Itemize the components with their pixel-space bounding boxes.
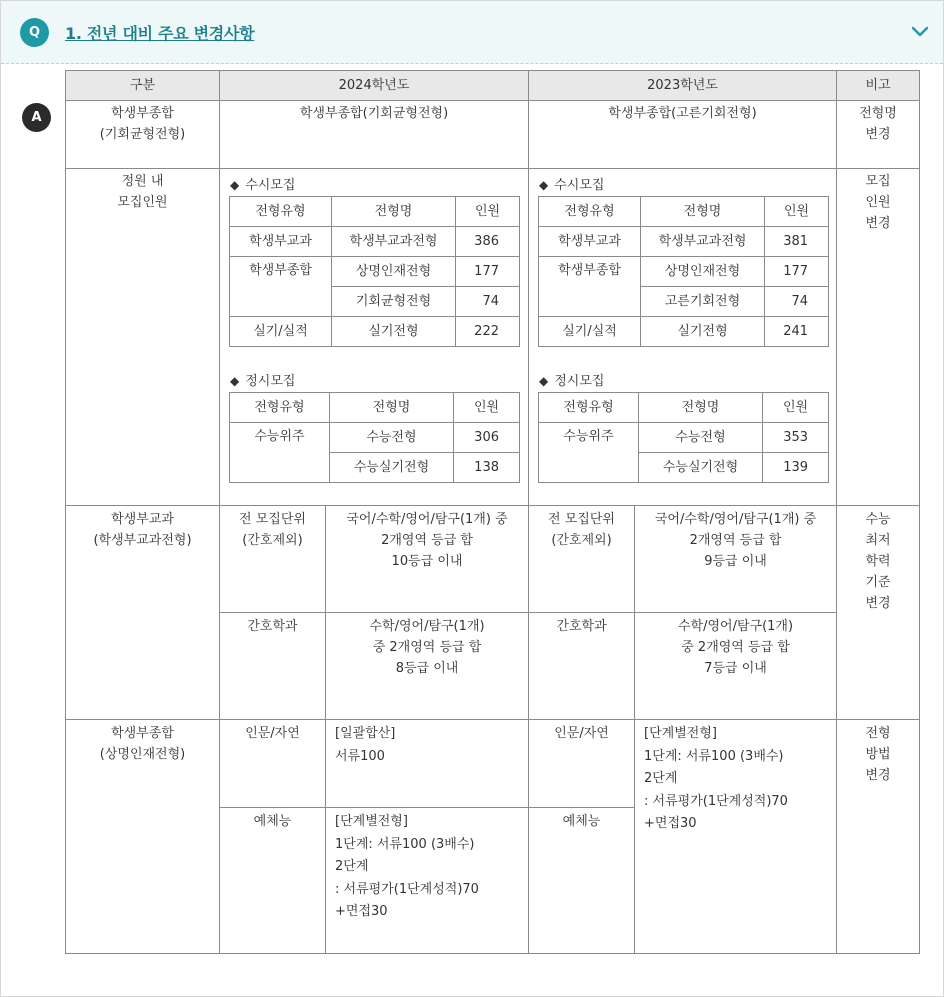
sub-header-row	[230, 197, 520, 227]
unit-line: 전 모집단위	[548, 512, 615, 527]
answer-badge: A	[22, 103, 51, 132]
type-cell: 실기/실적	[230, 317, 332, 347]
table-row	[230, 423, 520, 453]
category-line: 모집인원	[117, 195, 168, 210]
note-line: 변경	[865, 768, 891, 783]
regular-section-title	[220, 368, 528, 392]
note-line: 변경	[865, 596, 891, 611]
sub-header: 인원	[763, 393, 829, 423]
note-line: 학력	[865, 554, 891, 569]
name-cell: 수능실기전형	[639, 453, 763, 483]
unit-cell: 예체능	[220, 808, 326, 954]
unit-cell	[529, 506, 635, 613]
sub-header: 전형명	[332, 197, 456, 227]
regular-label: 정시모집	[245, 374, 296, 389]
method-line: +면접30	[335, 904, 388, 919]
criteria-line: 9등급 이내	[704, 554, 767, 569]
sub-header: 전형유형	[539, 197, 641, 227]
category-line: 학생부교과	[111, 512, 174, 527]
method-line: 1단계: 서류100 (3배수)	[644, 748, 784, 764]
count-cell: 138	[454, 453, 520, 483]
name-cell: 수능전형	[639, 423, 763, 453]
criteria-line: 수학/영어/탐구(1개)	[369, 619, 485, 634]
count-cell: 386	[456, 227, 520, 257]
criteria-line: 2개영역 등급 합	[381, 533, 473, 548]
method-line: 2단계	[335, 859, 369, 874]
table-row	[539, 227, 829, 257]
name-cell: 고른기회전형	[641, 287, 765, 317]
name-cell: 상명인재전형	[641, 257, 765, 287]
type-cell: 수능위주	[539, 423, 639, 483]
criteria-cell	[635, 613, 837, 720]
criteria-line: 7등급 이내	[704, 661, 767, 676]
criteria-line: 국어/수학/영어/탐구(1개) 중	[654, 512, 817, 527]
count-cell: 177	[765, 257, 829, 287]
unit-line: 전 모집단위	[239, 512, 306, 527]
sub-header: 전형유형	[230, 197, 332, 227]
method-line: [단계별전형]	[335, 814, 408, 829]
sub-header: 전형유형	[230, 393, 330, 423]
method-line: [단계별전형]	[644, 726, 717, 741]
cell-2023-quota	[529, 169, 837, 506]
cell-category	[66, 101, 220, 169]
method-line: 2단계	[644, 771, 678, 786]
method-line: [일괄합산]	[335, 726, 396, 741]
question-title[interactable]: 1. 전년 대비 주요 변경사항	[65, 24, 255, 43]
header-row	[66, 71, 920, 101]
note-line: 모집	[865, 174, 891, 189]
note-line: 전형명	[859, 106, 897, 121]
table-row	[539, 317, 829, 347]
category-line: 학생부종합	[111, 726, 174, 741]
table-row	[539, 423, 829, 453]
type-cell: 실기/실적	[539, 317, 641, 347]
count-cell: 381	[765, 227, 829, 257]
unit-cell: 예체능	[529, 808, 635, 954]
unit-cell: 간호학과	[529, 613, 635, 720]
criteria-line: 10등급 이내	[391, 554, 463, 569]
note-line: 최저	[865, 533, 891, 548]
count-cell: 74	[456, 287, 520, 317]
chevron-down-icon[interactable]	[909, 22, 931, 42]
note-line: 수능	[865, 512, 891, 527]
unit-cell: 간호학과	[220, 613, 326, 720]
count-cell: 177	[456, 257, 520, 287]
count-cell: 306	[454, 423, 520, 453]
sub-header-row	[230, 393, 520, 423]
unit-cell	[220, 506, 326, 613]
early-section-title	[529, 172, 836, 196]
cell-note	[837, 169, 920, 506]
header-2023: 2023학년도	[529, 71, 837, 101]
note-line: 인원	[865, 195, 891, 210]
count-cell: 353	[763, 423, 829, 453]
name-cell: 수능전형	[330, 423, 454, 453]
criteria-line: 수학/영어/탐구(1개)	[677, 619, 794, 634]
count-cell: 241	[765, 317, 829, 347]
note-line: 방법	[865, 747, 891, 762]
method-line: : 서류평가(1단계성적)70	[644, 793, 788, 809]
criteria-cell	[326, 613, 529, 720]
row-csat-criteria	[66, 506, 920, 613]
sub-header-row	[539, 197, 829, 227]
sub-header: 인원	[454, 393, 520, 423]
cell-category	[66, 720, 220, 954]
note-line: 변경	[865, 127, 891, 142]
name-cell: 상명인재전형	[332, 257, 456, 287]
cell-category	[66, 506, 220, 720]
sub-header: 전형명	[330, 393, 454, 423]
category-line: (기회균형전형)	[99, 127, 186, 142]
early-label: 수시모집	[554, 178, 605, 193]
criteria-line: 중 2개영역 등급 합	[372, 640, 482, 655]
criteria-cell	[635, 506, 837, 613]
note-line: 변경	[865, 216, 891, 231]
cell-category	[66, 169, 220, 506]
sub-header: 인원	[765, 197, 829, 227]
category-line: (학생부교과전형)	[93, 533, 192, 548]
row-quota	[66, 169, 920, 506]
type-cell: 학생부종합	[539, 257, 641, 317]
sub-header: 인원	[456, 197, 520, 227]
criteria-line: 8등급 이내	[395, 661, 459, 676]
name-cell: 학생부교과전형	[641, 227, 765, 257]
name-cell: 실기전형	[641, 317, 765, 347]
criteria-line: 2개영역 등급 합	[689, 533, 782, 548]
note-line: 전형	[865, 726, 891, 741]
table-row	[230, 257, 520, 287]
question-header[interactable]	[1, 1, 943, 64]
header-note: 비고	[837, 71, 920, 101]
criteria-cell	[326, 506, 529, 613]
type-cell: 학생부종합	[230, 257, 332, 317]
name-cell: 수능실기전형	[330, 453, 454, 483]
cell-2024: 학생부종합(기회균형전형)	[220, 101, 529, 169]
type-cell: 학생부교과	[539, 227, 641, 257]
method-cell	[326, 808, 529, 954]
category-line: 학생부종합	[111, 106, 174, 121]
table-row	[230, 227, 520, 257]
header-category: 구분	[66, 71, 220, 101]
cell-2023: 학생부종합(고른기회전형)	[529, 101, 837, 169]
early-table-2024	[229, 196, 520, 347]
note-line: 기준	[865, 575, 891, 590]
criteria-line: 중 2개영역 등급 합	[681, 640, 790, 655]
regular-label: 정시모집	[554, 374, 605, 389]
method-line: 1단계: 서류100 (3배수)	[335, 836, 475, 852]
sub-header-row	[539, 393, 829, 423]
name-cell: 실기전형	[332, 317, 456, 347]
sub-header: 전형명	[639, 393, 763, 423]
cell-2024-quota	[220, 169, 529, 506]
diamond-icon: ◆	[230, 374, 240, 388]
row-method-1	[66, 720, 920, 808]
unit-line: (간호제외)	[551, 533, 612, 548]
regular-table-2023	[538, 392, 829, 483]
diamond-icon: ◆	[230, 178, 240, 192]
count-cell: 222	[456, 317, 520, 347]
method-line: 서류100	[335, 749, 385, 764]
table-row	[539, 257, 829, 287]
category-line: 정원 내	[121, 174, 164, 189]
type-cell: 수능위주	[230, 423, 330, 483]
method-cell	[326, 720, 529, 808]
name-cell: 학생부교과전형	[332, 227, 456, 257]
diamond-icon: ◆	[539, 374, 549, 388]
row-track-name	[66, 101, 920, 169]
category-line: (상명인재전형)	[99, 747, 186, 762]
changes-table	[65, 70, 920, 954]
name-cell: 기회균형전형	[332, 287, 456, 317]
early-section-title	[220, 172, 528, 196]
question-badge: Q	[20, 18, 49, 47]
sub-header: 전형명	[641, 197, 765, 227]
diamond-icon: ◆	[539, 178, 549, 192]
count-cell: 139	[763, 453, 829, 483]
table-row	[230, 317, 520, 347]
cell-note	[837, 506, 920, 720]
header-2024: 2024학년도	[220, 71, 529, 101]
early-table-2023	[538, 196, 829, 347]
criteria-line: 국어/수학/영어/탐구(1개) 중	[346, 512, 508, 527]
unit-cell: 인문/자연	[529, 720, 635, 808]
regular-section-title	[529, 368, 836, 392]
cell-note	[837, 101, 920, 169]
regular-table-2024	[229, 392, 520, 483]
cell-note	[837, 720, 920, 954]
method-line: +면접30	[644, 816, 697, 831]
unit-cell: 인문/자연	[220, 720, 326, 808]
count-cell: 74	[765, 287, 829, 317]
unit-line: (간호제외)	[242, 533, 303, 548]
method-cell	[635, 720, 837, 954]
sub-header: 전형유형	[539, 393, 639, 423]
type-cell: 학생부교과	[230, 227, 332, 257]
method-line: : 서류평가(1단계성적)70	[335, 881, 479, 897]
early-label: 수시모집	[245, 178, 296, 193]
